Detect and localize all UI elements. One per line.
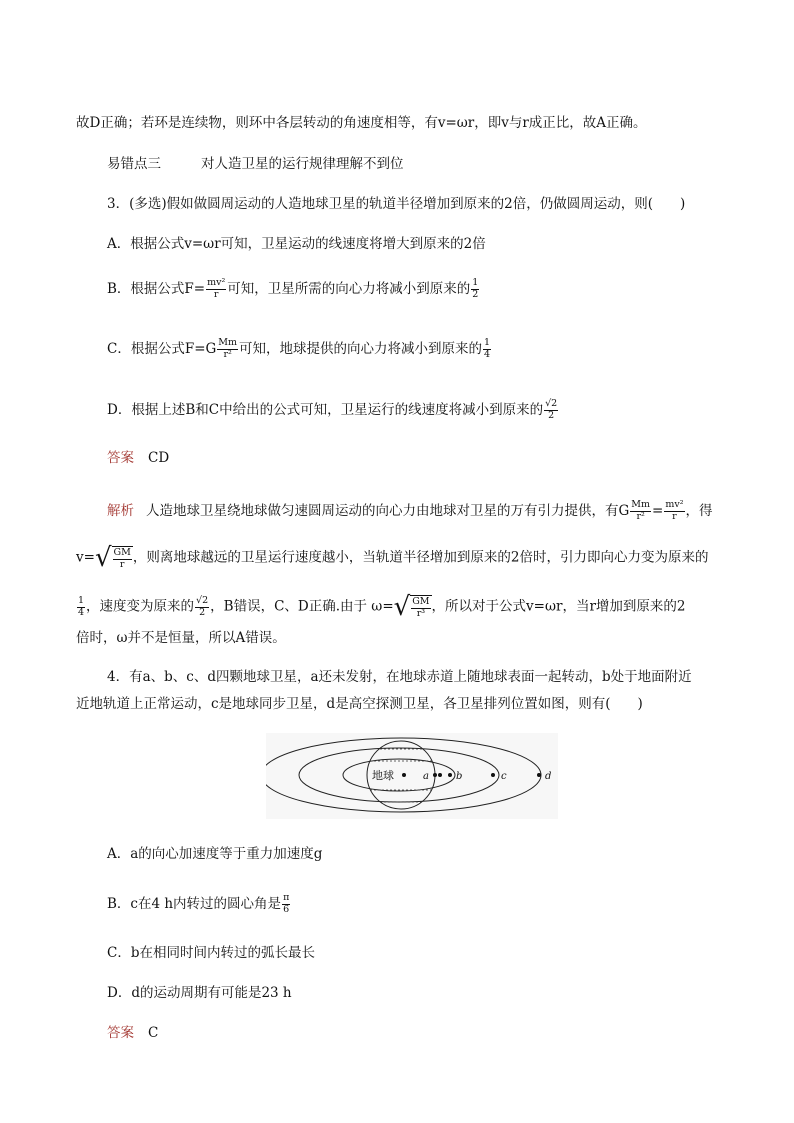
question-3: 3．(多选)假如做圆周运动的人造地球卫星的轨道半径增加到原来的2倍，仍做圆周运动，则( ) [107,196,686,212]
satellite-b-dot [448,773,452,777]
option-3b: B．根据公式F= $\frac{\text{mv²}}{r}$ 可知，卫星所需的向心力将减小到原来的 $\frac{1}{2}$ [107,277,479,300]
sqrt: √ $\frac{GM}{\text{r³}}$ [393,592,430,622]
satellite-a-label: a [423,771,429,782]
fraction: $\frac{1}{4}$ [78,594,85,618]
satellite-b-label: b [456,771,463,782]
fraction: $\frac{\text{mv²}}{r}$ [207,277,226,300]
analysis-line-3: $\frac{1}{4}$ ，速度变为原来的 $\frac{√2}{2}$ ，B错误，C、D正确.由于 ω=√ $\frac{GM}{\text{r³}}$ ，所以对于公式v=ωr，当r增加到原来的2 [78,592,686,622]
satellite-a-dot [433,773,437,777]
orbit-diagram [266,733,558,819]
earth-center-dot [402,773,406,777]
answer-value: C [148,1025,159,1041]
option-4a: A．a的向心加速度等于重力加速度g [107,846,323,862]
answer-3 [107,452,169,466]
analysis-label: 解析 [107,502,134,519]
fraction: $\frac{1}{2}$ [472,277,479,300]
analysis-line-4: 倍时，ω并不是恒量，所以A错误。 [76,630,286,646]
diagram-background [266,733,558,819]
satellite-c-dot [491,773,495,777]
satellite-a2-dot [438,773,442,777]
option-4c: C．b在相同时间内转过的弧长最长 [107,945,315,961]
satellite-d-label: d [545,771,552,782]
fraction: $\frac{Mm}{\text{r²}}$ [631,499,651,522]
heading-label: 易错点三 [107,156,161,172]
answer-label: 答案 [107,1025,134,1041]
analysis-line-2: v=√ $\frac{GM}{r}$ ，则离地球越远的卫星运行速度越小，当轨道半径增加到原来的2倍时，引力即向心力变为原来的 [76,543,709,573]
option-4b: B．c在4 h内转过的圆心角是 $\frac{\pi}{6}$ [107,892,290,915]
satellite-d-dot [537,773,541,777]
sqrt: √ $\frac{GM}{r}$ [94,543,131,573]
answer-label: 答案 [107,450,134,466]
fraction: $\frac{Mm}{\text{r²}}$ [218,337,238,360]
fraction: $\frac{\pi}{6}$ [283,892,290,915]
fraction: $\frac{√2}{2}$ [545,398,558,421]
option-3c: C．根据公式F=G $\frac{Mm}{\text{r²}}$ 可知，地球提供的向心力将减小到原来的 $\frac{1}{4}$ [107,337,491,360]
fraction: $\frac{1}{4}$ [484,337,491,360]
fraction: $\frac{\text{mv²}}{r}$ [665,499,684,522]
heading-text: 对人造卫星的运行规律理解不到位 [201,156,404,172]
question-4-line-1: 4．有a、b、c、d四颗地球卫星，a还未发射，在地球赤道上随地球表面一起转动，b处于地面附近 [107,669,692,685]
option-3d: D．根据上述B和C中给出的公式可知，卫星运行的线速度将减小到原来的 $\frac{√2}{2}$ [107,398,558,421]
satellite-c-label: c [501,771,507,782]
text-line: 故D正确；若环是连续物，则环中各层转动的角速度相等，有v=ωr，即v与r成正比，故A正确。 [76,115,647,131]
earth-label: 地球 [372,769,394,782]
analysis-line-1: 解析 人造地球卫星绕地球做匀速圆周运动的向心力由地球对卫星的万有引力提供，有G $\frac{Mm}{\text{r²}}$ = $\frac{\text{mv²}}{r}$ ，得 [107,499,713,522]
option-4d: D．d的运动周期有可能是23 h [107,985,292,1001]
answer-4 [107,1027,158,1041]
question-4-line-2: 近地轨道上正常运动，c是地球同步卫星，d是高空探测卫星，各卫星排列位置如图，则有( ) [76,696,643,712]
answer-value: CD [148,450,170,466]
section-heading [107,158,404,172]
option-3a: A．根据公式v=ωr可知，卫星运动的线速度将增大到原来的2倍 [107,236,486,252]
fraction: $\frac{√2}{2}$ [196,594,209,618]
